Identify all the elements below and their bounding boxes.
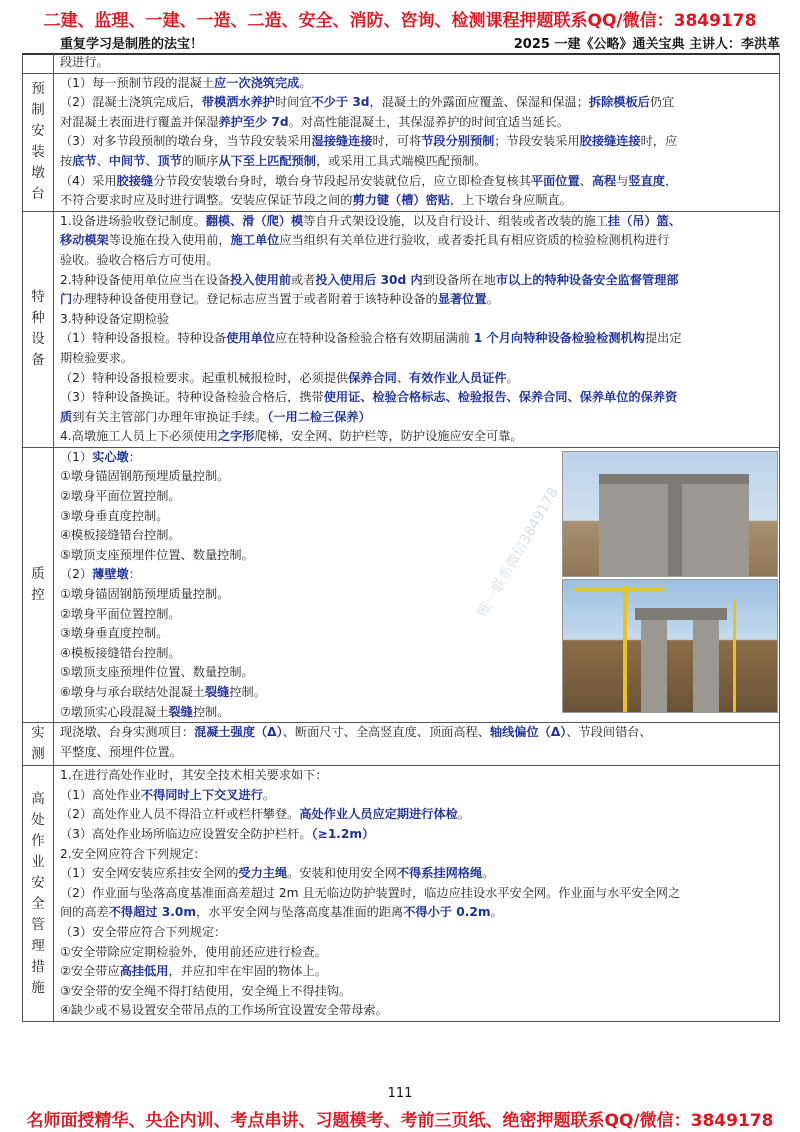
highlight-text: 使用单位: [226, 331, 275, 346]
body-text: ③墩身垂直度控制。: [60, 626, 169, 641]
highlight-text: 翻模、滑（爬）模: [205, 213, 304, 228]
highlight-text: 施工单位: [230, 233, 280, 248]
text-line: [60, 884, 773, 904]
highlight-text: 胶接缝连接: [579, 134, 641, 149]
label-char: 管: [31, 916, 45, 933]
body-text: （1）: [60, 449, 93, 464]
highlight-text: 市以上的特种设备安全监督管理部: [495, 272, 679, 287]
body-text: 4.高墩施工人员上下必须使用: [60, 429, 218, 444]
highlight-text: 之字形: [217, 429, 255, 444]
intro-line: 段进行。: [60, 55, 109, 69]
body-text: 时，可将: [372, 134, 422, 149]
highlight-text: 有效作业人员证件: [409, 370, 507, 385]
section-special-equipment: [23, 211, 779, 447]
body-text: ⑤墩顶支座预埋件位置、数量控制。: [60, 547, 254, 562]
text-line: [60, 310, 773, 330]
body-text: 应在特种设备检验合格有效期届满前: [274, 331, 474, 346]
highlight-text: 平面位置: [530, 173, 580, 188]
text-line: [60, 152, 773, 172]
highlight-text: 不得小于 0.2m: [403, 905, 491, 920]
intro-label: [23, 53, 54, 73]
text-line: [60, 962, 773, 982]
body-text: ①墩身锚固钢筋预埋质量控制。: [60, 469, 230, 484]
body-text: 爬梯，安全网、防护栏等，防护设施应安全可靠。: [254, 429, 523, 444]
highlight-text: 受力主绳: [238, 866, 288, 881]
body-text: 、: [145, 153, 158, 168]
highlight-text: 质: [60, 409, 73, 424]
section-height-safety: [23, 765, 779, 1021]
label-char: 装: [31, 144, 45, 161]
label-char: 实: [31, 725, 45, 742]
label-char: 制: [31, 102, 45, 119]
body-text: 到设备所在地: [422, 272, 496, 287]
highlight-text: 裂缝: [168, 704, 193, 719]
body-text: 期检验要求。: [60, 350, 134, 365]
body-text: 1.设备进场验收登记制度。: [60, 213, 206, 228]
label-char: 高: [31, 790, 45, 807]
highlight-text: 拆除模板后: [588, 95, 650, 110]
solid-pier-photo: [562, 451, 778, 577]
body-text: （3）安全带应符合下列规定：: [60, 924, 227, 939]
highlight-text: 使用证、检验合格标志、检验报告、保养合同、保养单位的保养资: [323, 390, 678, 405]
body-text: 、: [96, 153, 109, 168]
highlight-text: 显著位置: [437, 292, 487, 307]
section-label: [23, 448, 54, 722]
body-text: 间的高差: [60, 905, 109, 920]
highlight-text: 挂（吊）篮、: [607, 213, 682, 228]
body-text: （1）每一预制节段的混凝土: [60, 75, 215, 90]
intro-content: [54, 53, 779, 73]
body-text: ④模板接缝错台控制。: [60, 645, 181, 660]
highlight-text: （≥1.2m）: [311, 826, 375, 841]
page-number: 111: [387, 1086, 413, 1101]
body-text: ，并应扣牢在牢固的物体上。: [168, 964, 327, 979]
highlight-text: 门: [60, 292, 73, 307]
page-header: [60, 33, 780, 53]
highlight-text: 节段分别预制: [421, 134, 495, 149]
text-line: [60, 251, 773, 271]
body-text: 控制。: [229, 685, 266, 699]
body-text: 不符合要求时应及时进行调整。安装应保证节段之间的: [60, 193, 353, 208]
body-text: 与: [616, 173, 629, 188]
body-text: 、节段间错台、: [566, 725, 652, 740]
body-text: 按: [60, 153, 73, 168]
body-text: 。: [506, 370, 519, 385]
label-char: 作: [31, 832, 45, 849]
section-pier: [23, 73, 779, 211]
body-text: ①墩身锚固钢筋预埋质量控制。: [60, 587, 230, 602]
highlight-text: 投入使用后 30d 内: [315, 272, 423, 287]
text-line: [60, 825, 773, 845]
body-text: 到有关主管部门办理年审换证手续。: [72, 409, 268, 424]
body-text: （4）采用: [60, 173, 117, 188]
body-text: 现浇墩、台身实测项目：: [60, 725, 195, 740]
highlight-text: 不得超过 3.0m: [108, 905, 197, 920]
label-char: 台: [31, 186, 45, 203]
body-text: 的顺序: [181, 153, 219, 168]
body-text: 2.安全网应符合下列规定：: [60, 846, 206, 861]
text-line: [60, 982, 773, 1002]
label-char: 控: [31, 587, 45, 604]
header-motto: 重复学习是制胜的法宝！: [60, 37, 204, 52]
label-char: 理: [31, 937, 45, 954]
body-text: ①安全带除应定期检验外，使用前还应进行检查。: [60, 944, 327, 959]
body-text: ：: [128, 567, 141, 582]
body-text: 办理特种设备使用登记。登记标志应当置于或者附着于该特种设备的: [72, 292, 438, 307]
text-line: [60, 349, 773, 369]
section-label: [23, 212, 54, 447]
highlight-text: 从下至上匹配预制: [218, 153, 316, 168]
body-text: 1.在进行高处作业时，其安全技术相关要求如下：: [60, 768, 328, 783]
body-text: 控制。: [192, 704, 230, 719]
body-text: 、断面尺寸、全高竖直度、顶面高程、: [282, 725, 490, 740]
highlight-text: 投入使用前: [230, 272, 292, 287]
bottom-promo-banner: 名师面授精华、央企内训、考点串讲、习题模考、考前三页纸、绝密押题联系QQ/微信：3849178: [26, 1111, 774, 1131]
watermark-text: 唯一联系微信3849178: [474, 484, 563, 620]
body-text: 。: [262, 787, 275, 802]
body-text: 。安装和使用安全网: [287, 866, 397, 881]
body-text: 或者: [291, 272, 316, 287]
highlight-text: 薄壁墩: [92, 567, 129, 582]
body-text: 、: [579, 173, 592, 188]
label-char: 业: [31, 853, 45, 870]
body-text: ，混凝土的外露面应覆盖、保湿和保温；: [369, 95, 589, 110]
body-text: 时间宜: [274, 95, 312, 110]
text-line: [60, 329, 773, 349]
text-line: [60, 212, 773, 232]
body-text: ③墩身垂直度控制。: [60, 508, 169, 523]
text-line: [60, 408, 773, 428]
highlight-text: 高处作业人员应定期进行体检: [299, 807, 458, 822]
text-line: [60, 723, 773, 743]
intro-row: [23, 53, 779, 73]
text-line: [60, 943, 773, 963]
text-line: [60, 271, 773, 291]
body-text: 、: [396, 370, 410, 385]
label-char: 备: [31, 352, 45, 369]
label-char: 种: [31, 310, 45, 327]
highlight-text: 中间节: [108, 153, 146, 168]
text-line: [60, 132, 773, 152]
section-measurement: [23, 722, 779, 765]
label-char: 安: [31, 123, 45, 140]
highlight-text: 高程: [591, 173, 617, 188]
label-char: 测: [31, 746, 45, 763]
highlight-text: 不得系挂网格绳: [396, 866, 483, 881]
highlight-text: 养护至少 7d: [218, 114, 289, 129]
highlight-text: 1 个月向特种设备检验检测机构: [473, 331, 645, 346]
label-char: 措: [31, 958, 45, 975]
section-label: [23, 766, 54, 1021]
text-line: [60, 172, 773, 192]
highlight-text: 湿接缝连接: [311, 134, 373, 149]
highlight-text: 胶接缝: [116, 173, 154, 188]
body-text: （3）对多节段预制的墩台身，当节段安装采用: [60, 134, 312, 149]
label-char: 全: [31, 895, 45, 912]
text-line: [60, 231, 773, 251]
text-line: [60, 766, 773, 786]
body-text: 。: [457, 807, 470, 822]
body-text: 仍宜: [649, 95, 675, 110]
body-text: ，上下墩台身应顺直。: [450, 193, 572, 208]
highlight-text: 剪力键（槽）密贴: [352, 193, 450, 208]
body-text: （3）特种设备换证。特种设备检验合格后，携带: [60, 390, 324, 405]
body-text: （2）混凝土浇筑完成后，: [60, 95, 202, 110]
text-line: [60, 427, 773, 447]
highlight-text: 应一次浇筑完成: [214, 75, 300, 90]
label-char: 墩: [31, 165, 45, 182]
body-text: （1）安全网安装应系挂安全网的: [60, 866, 239, 881]
body-text: ②墩身平面位置控制。: [60, 489, 181, 504]
text-line: [60, 290, 773, 310]
body-text: ，: [664, 173, 678, 188]
body-text: ③安全带的安全绳不得打结使用，安全绳上不得挂钩。: [60, 983, 352, 998]
thin-wall-pier-photo: [562, 579, 778, 713]
label-char: 安: [31, 874, 45, 891]
text-line: [60, 191, 773, 211]
text-line: [60, 93, 773, 113]
highlight-text: 高挂低用: [119, 964, 169, 979]
highlight-text: 带模洒水养护: [201, 95, 275, 110]
highlight-text: 不得同时上下交叉进行: [140, 787, 263, 802]
body-text: 。: [486, 292, 499, 307]
text-line: [60, 805, 773, 825]
label-char: 施: [31, 979, 45, 996]
text-line: [60, 74, 773, 94]
body-text: 时，应: [640, 134, 678, 149]
section-quality-control: [23, 447, 779, 722]
text-line: [60, 388, 773, 408]
section-label: [23, 723, 54, 765]
body-text: 平整度、预埋件位置。: [60, 744, 182, 759]
body-text: 分节段安装墩台身时，墩台身节段起吊安装就位后，应立即检查复核其: [153, 173, 531, 188]
label-char: 特: [31, 289, 45, 306]
body-text: 提出定: [645, 331, 682, 346]
highlight-text: 顶节: [157, 153, 182, 168]
body-text: 对混凝土表面进行覆盖并保湿: [60, 114, 219, 129]
text-line: [60, 923, 773, 943]
body-text: ，水平安全网与坠落高度基准面的距离: [196, 905, 404, 920]
section-content: [54, 766, 779, 1021]
section-content: [54, 448, 779, 722]
body-text: （1）特种设备报检。特种设备: [60, 331, 227, 346]
highlight-text: 不少于 3d: [311, 95, 370, 110]
top-promo-banner: 二建、监理、一建、一造、二造、安全、消防、咨询、检测课程押题联系QQ/微信：3849178: [43, 11, 757, 31]
section-content: [54, 212, 779, 447]
body-text: （2）高处作业人员不得沿立杆或栏杆攀登。: [60, 807, 300, 822]
highlight-text: 轴线偏位（Δ）: [489, 725, 567, 740]
section-label: [23, 74, 54, 211]
body-text: ⑥墩身与承台联结处混凝土: [60, 685, 205, 699]
section-content: [54, 74, 779, 211]
text-line: [60, 743, 773, 763]
body-text: （1）高处作业: [60, 787, 141, 802]
body-text: ②墩身平面位置控制。: [60, 606, 181, 621]
body-text: 等设施在投入使用前，: [108, 233, 231, 248]
header-course-title: 2025 一建《公略》通关宝典 主讲人：李洪革: [513, 37, 780, 52]
label-char: 质: [31, 566, 45, 583]
text-line: [60, 903, 773, 923]
body-text: 。: [299, 75, 312, 90]
body-text: （2）: [60, 567, 93, 582]
text-line: [60, 786, 773, 806]
body-text: ；节段安装采用: [494, 134, 580, 149]
body-text: 。对高性能混凝土，其保湿养护的时间宜适当延长。: [288, 114, 569, 129]
highlight-text: 竖直度: [628, 173, 665, 188]
body-text: 应当组织有关单位进行验收，或者委托具有相应资质的检验检测机构进行: [279, 233, 670, 248]
body-text: ②安全带应: [60, 964, 120, 979]
body-text: 。: [490, 905, 503, 920]
body-text: （2）特种设备报检要求。起重机械报检时，必须提供: [60, 370, 349, 385]
section-content: [54, 723, 779, 765]
body-text: 验收。验收合格后方可使用。: [60, 252, 219, 267]
highlight-text: 裂缝: [205, 685, 230, 699]
text-line: [60, 864, 773, 884]
body-text: （3）高处作业场所临边应设置安全防护栏杆。: [60, 826, 312, 841]
highlight-text: 底节: [72, 153, 97, 168]
label-char: 设: [31, 331, 45, 348]
body-text: ④缺少或不易设置安全带吊点的工作场所宜设置安全带母索。: [60, 1003, 388, 1018]
text-line: [60, 845, 773, 865]
body-text: 等自升式架设设施，以及自行设计、组装或者改装的施工: [303, 213, 608, 228]
highlight-text: 混凝土强度（Δ）: [194, 725, 283, 740]
body-text: （2）作业面与坠落高度基准面高差超过 2m 且无临边防护装置时，临边应挂设水平安全网。作业面与水平安全网之: [60, 885, 681, 900]
body-text: 。: [482, 866, 495, 881]
body-text: 2.特种设备使用单位应当在设备: [60, 272, 231, 287]
text-line: [60, 369, 773, 389]
body-text: ⑦墩顶实心段混凝土: [60, 704, 169, 719]
text-line: [60, 1001, 773, 1021]
body-text: ⑤墩顶支座预埋件位置、数量控制。: [60, 665, 254, 680]
highlight-text: 实心墩: [92, 449, 129, 464]
highlight-text: 移动模架: [60, 233, 109, 248]
highlight-text: （一用二检三保养）: [267, 409, 371, 424]
text-line: [60, 113, 773, 133]
highlight-text: 保养合同: [348, 370, 397, 385]
body-text: ④模板接缝错台控制。: [60, 528, 181, 543]
content-table: [22, 53, 780, 1022]
body-text: 3.特种设备定期检验: [60, 311, 170, 326]
body-text: ：: [128, 449, 141, 464]
body-text: ，或采用工具式端模匹配预制。: [315, 153, 487, 168]
label-char: 预: [31, 81, 45, 98]
label-char: 处: [31, 811, 45, 828]
